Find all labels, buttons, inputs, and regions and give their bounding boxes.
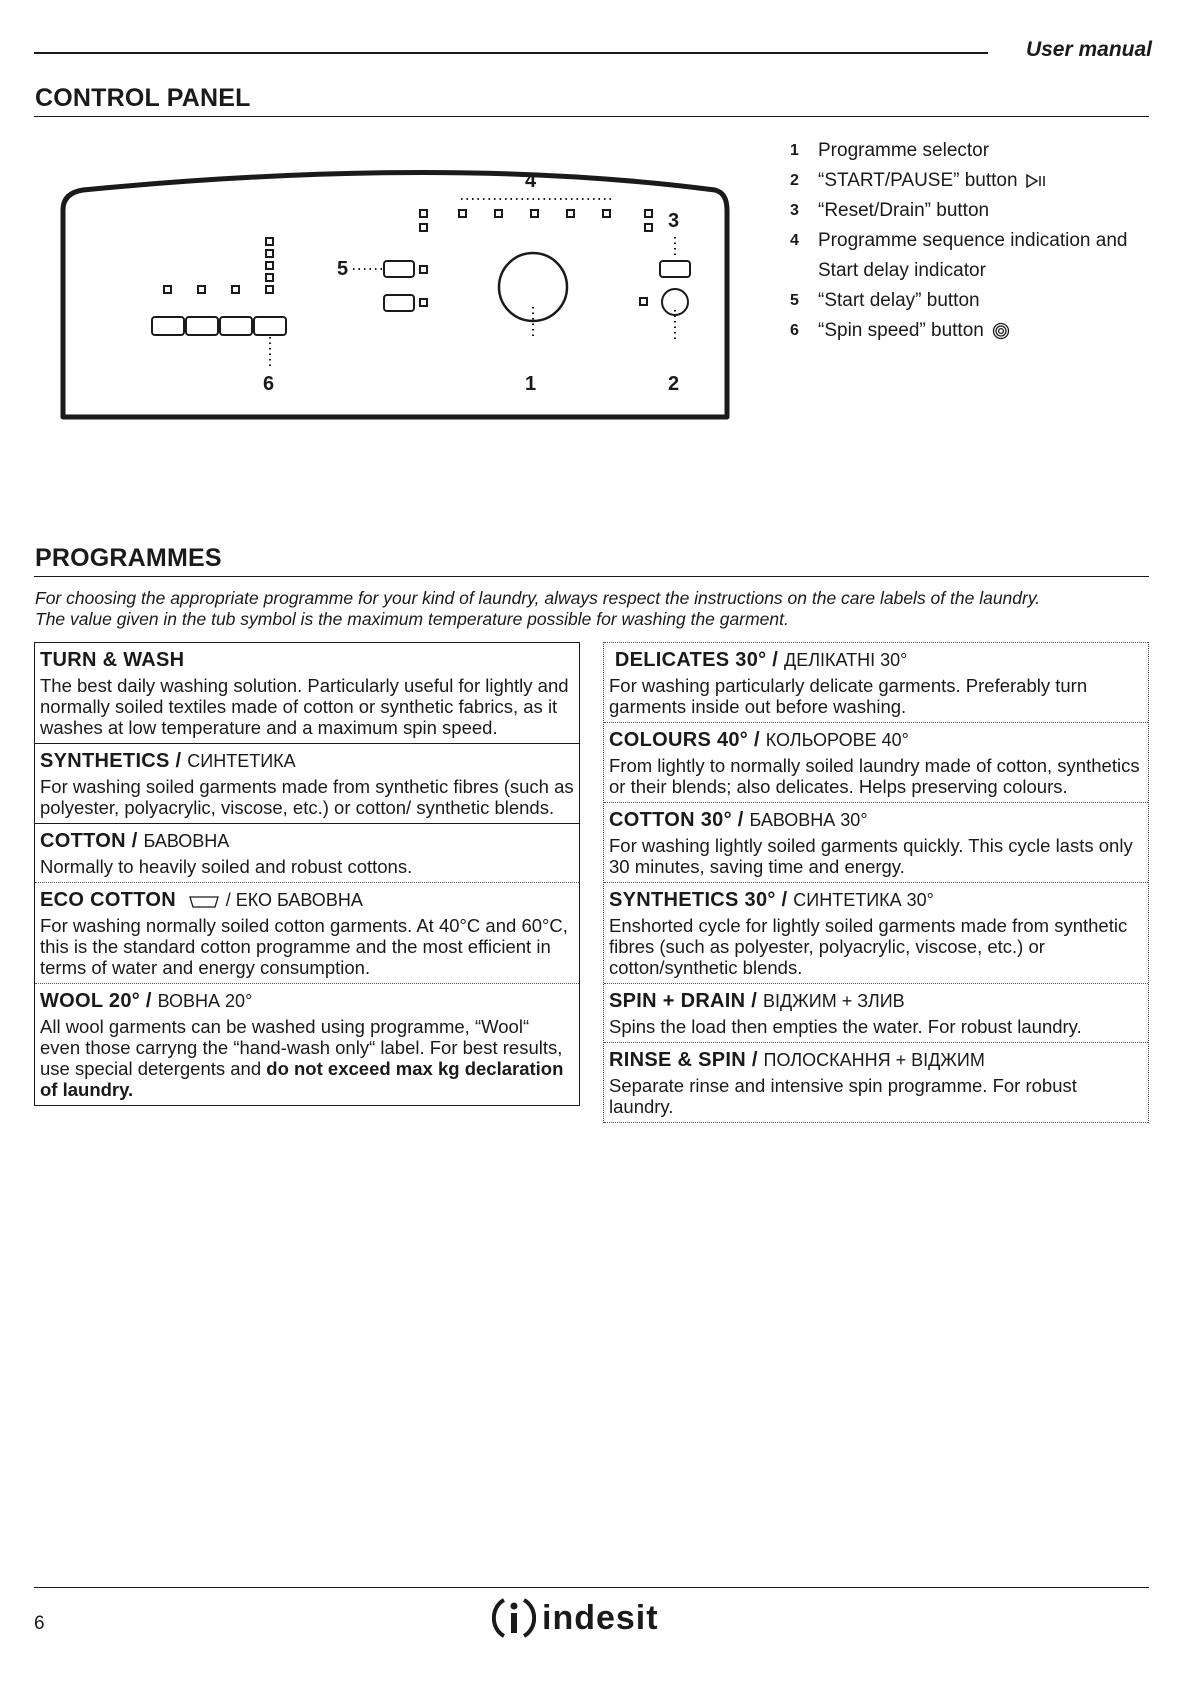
programme-entry bbox=[604, 722, 1148, 802]
programme-title: COTTON / БАВОВНА bbox=[40, 830, 230, 852]
spin-icon bbox=[992, 322, 1010, 340]
legend-item-continuation: Start delay indicator bbox=[818, 260, 986, 281]
programme-description: Normally to heavily soiled and robust cottons. bbox=[40, 856, 413, 877]
page-number: 6 bbox=[34, 1613, 45, 1634]
legend-item: 5 “Start delay” button bbox=[790, 290, 980, 311]
spin-speed-buttons bbox=[152, 317, 286, 335]
brand-logo-text: indesit bbox=[542, 1598, 659, 1637]
callout-2: 2 bbox=[668, 373, 680, 395]
programmes-left-column bbox=[34, 642, 580, 1106]
legend-item: 4 Programme sequence indication and bbox=[790, 230, 1128, 251]
programme-title: SPIN + DRAIN / ВІДЖИМ + ЗЛИВ bbox=[609, 990, 905, 1012]
spin-speed-leds bbox=[164, 238, 273, 293]
programme-entry bbox=[604, 882, 1148, 983]
legend-item: 3 “Reset/Drain” button bbox=[790, 200, 990, 221]
programmes-right-column bbox=[603, 642, 1149, 1123]
start-delay-button bbox=[384, 261, 414, 277]
programme-entry bbox=[604, 1042, 1148, 1123]
control-panel-rule bbox=[34, 116, 1149, 117]
programme-entry bbox=[35, 643, 579, 744]
control-panel-title: CONTROL PANEL bbox=[35, 84, 251, 112]
programme-title: SYNTHETICS 30° / СИНТЕТИКА 30° bbox=[609, 889, 934, 911]
callout-6: 6 bbox=[263, 373, 275, 395]
programme-entry bbox=[604, 802, 1148, 882]
programme-description: Separate rinse and intensive spin programme. For robust laundry. bbox=[609, 1075, 1077, 1117]
legend-item: 6 “Spin speed” button bbox=[790, 316, 1160, 346]
programme-entry bbox=[35, 824, 579, 883]
control-panel-legend bbox=[790, 136, 1160, 346]
programme-title: WOOL 20° / ВОВНА 20° bbox=[40, 990, 253, 1012]
brand-logo-mark-icon bbox=[492, 1594, 536, 1642]
programmes-title: PROGRAMMES bbox=[35, 544, 222, 572]
programme-entry bbox=[35, 883, 579, 984]
programme-title: COLOURS 40° / КОЛЬОРОВЕ 40° bbox=[609, 729, 909, 751]
programmes-intro: For choosing the appropriate programme for your kind of laundry, always respect the instructions on the care labels of the laundry. The value given in the tub symbol is the maximum temperature possible for washing the garment. bbox=[35, 588, 1041, 629]
programme-entry bbox=[604, 983, 1148, 1042]
callout-1: 1 bbox=[525, 373, 537, 395]
programme-title: TURN & WASH bbox=[40, 649, 185, 671]
callout-5: 5 bbox=[337, 258, 349, 280]
control-panel-diagram bbox=[55, 165, 735, 430]
programme-selector-knob bbox=[499, 253, 567, 321]
reset-drain-button bbox=[660, 261, 690, 277]
programme-description: All wool garments can be washed using programme, “Wool“ even those carryng the “hand-wash only“ label. For best results, use special detergents and do not exceed max kg declaration of laundry. bbox=[40, 1016, 564, 1100]
programme-description: For washing normally soiled cotton garments. At 40°C and 60°C, this is the standard cotton programme and the most efficient in terms of water and energy consumption. bbox=[40, 915, 568, 978]
programme-title: SYNTHETICS / СИНТЕТИКА bbox=[40, 750, 296, 772]
eco-tub-icon bbox=[188, 893, 220, 909]
callout-4: 4 bbox=[525, 170, 537, 192]
programme-description: Spins the load then empties the water. For robust laundry. bbox=[609, 1016, 1082, 1037]
programme-entry bbox=[35, 744, 579, 824]
programme-description: For washing lightly soiled garments quickly. This cycle lasts only 30 minutes, saving time and energy. bbox=[609, 835, 1133, 877]
programme-title: RINSE & SPIN / ПОЛОСКАННЯ + ВІДЖИМ bbox=[609, 1049, 985, 1071]
programme-entry bbox=[35, 984, 579, 1106]
legend-item: 1 Programme selector bbox=[790, 140, 990, 161]
sequence-leds bbox=[420, 210, 652, 231]
legend-item: 2 “START/PAUSE” button bbox=[790, 166, 1160, 196]
programme-title: DELICATES 30° / ДЕЛІКАТНІ 30° bbox=[614, 649, 908, 671]
programme-title: ECO COTTON / ЕКО БАВОВНА bbox=[40, 889, 363, 911]
callout-3: 3 bbox=[668, 210, 680, 232]
extra-button bbox=[384, 295, 414, 311]
programme-description: Enshorted cycle for lightly soiled garments made from synthetic fibres (such as polyester, polyacrylic, viscose, etc.) or cotton/synthetic blends. bbox=[609, 915, 1128, 978]
programmes-rule bbox=[34, 576, 1149, 577]
programme-description: For washing particularly delicate garments. Preferably turn garments inside out before washing. bbox=[609, 675, 1088, 717]
footer-rule bbox=[34, 1587, 1149, 1588]
programme-description: The best daily washing solution. Particularly useful for lightly and normally soiled textiles made of cotton or synthetic fabrics, as it washes at low temperature and a maximum spin speed. bbox=[40, 675, 569, 738]
header-title: User manual bbox=[1025, 38, 1152, 61]
programme-description: From lightly to normally soiled laundry made of cotton, synthetics or their blends; also delicates. Helps preserving colours. bbox=[609, 755, 1140, 797]
programme-entry bbox=[604, 642, 1148, 722]
programme-description: For washing soiled garments made from synthetic fibres (such as polyester, polyacrylic, viscose, etc.) or cotton/ synthetic blends. bbox=[40, 776, 574, 818]
brand-logo bbox=[492, 1594, 659, 1642]
play-pause-icon bbox=[1026, 174, 1046, 188]
header-rule bbox=[34, 52, 988, 54]
programme-title: COTTON 30° / БАВОВНА 30° bbox=[609, 809, 868, 831]
